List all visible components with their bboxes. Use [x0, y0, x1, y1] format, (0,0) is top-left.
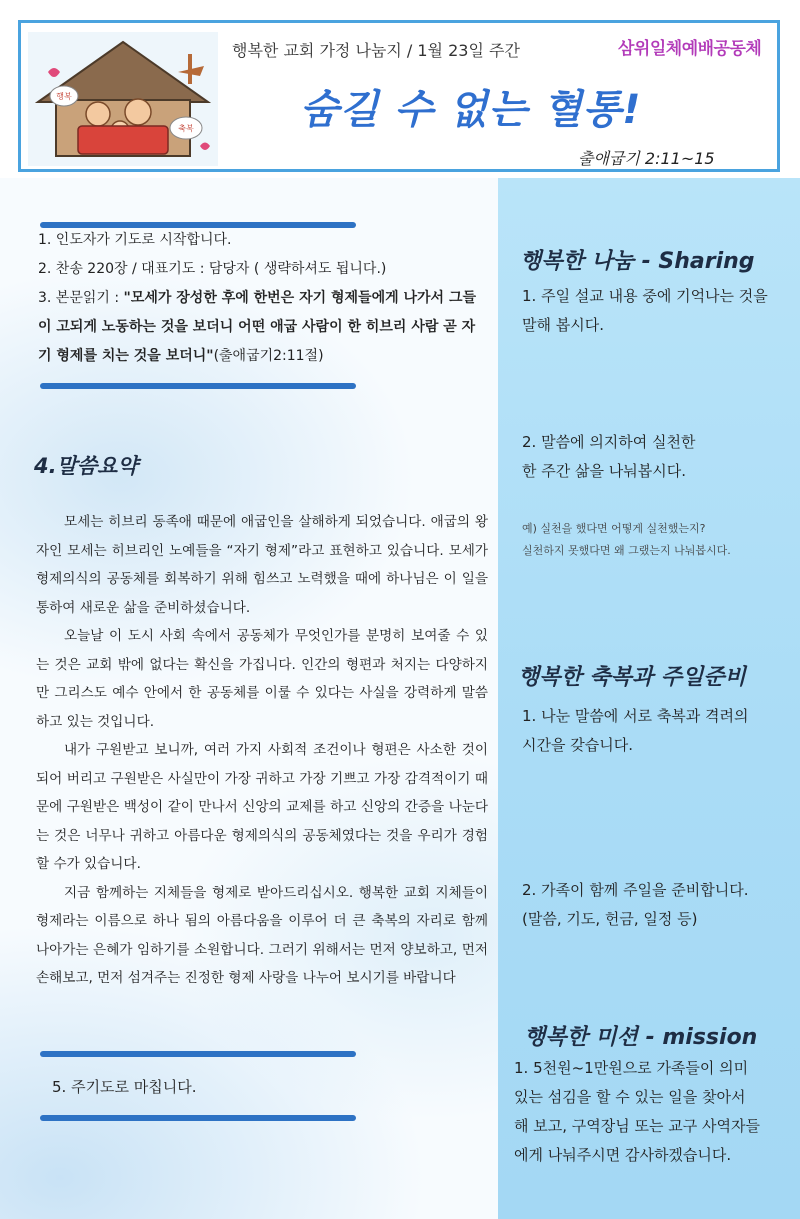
order-item-3-prefix: 3. 본문읽기 :	[38, 290, 124, 306]
family-house-illustration	[28, 32, 218, 166]
blessing-item-2: 2. 가족이 함께 주일을 준비합니다. (말씀, 기도, 헌금, 일정 등)	[522, 881, 749, 928]
closing-prayer: 5. 주기도로 마칩니다.	[52, 1078, 197, 1096]
sharing-question-2	[522, 428, 782, 486]
sharing-example-line-2: 실천하지 못했다면 왜 그랬는지 나눠봅시다.	[522, 544, 731, 557]
mission-heading: 행복한 미션 - mission	[524, 1025, 758, 1050]
blessing-heading: 행복한 축복과 주일준비	[518, 665, 746, 690]
divider-before-closing	[40, 1051, 356, 1057]
worship-order	[38, 226, 488, 371]
sharing-example-line-1: 예) 실천을 했다면 어떻게 실천했는지?	[522, 522, 706, 535]
summary-paragraph-4: 지금 함께하는 지체들을 형제로 받아드리십시오. 행복한 교회 지체들이 형제라는 이름으로 하나 됨의 아름다움을 이루어 더 큰 축복의 자리로 함께 나아가는 은혜가 임하기를 소원합니다. 그러기 위해서는 먼저 양보하고, 먼저 손해보고, 먼저 섬겨주는 진정한 형제 사랑을 나누어 보시기를 바랍니다	[36, 884, 488, 986]
community-name: 삼위일체예배공동체	[618, 39, 762, 59]
summary-paragraph-1: 모세는 히브리 동족애 때문에 애굽인을 살해하게 되었습니다. 애굽의 왕자인 모세는 히브리인 노예들을 “자기 형제”라고 표현하고 있습니다. 모세가 형제의식의 공동체를 회복하기 위해 힘쓰고 노력했을 때에 하나님은 이 일을 통하여 새로운 삶을 준비하셨습니다.	[36, 514, 488, 616]
divider-after-order	[40, 383, 356, 389]
sharing-example	[522, 518, 792, 562]
sharing-question-1: 1. 주일 설교 내용 중에 기억나는 것을 말해 봅시다.	[522, 287, 768, 334]
illustration-label-happy: 행복	[56, 92, 72, 101]
order-item-3-ref: (출애굽기2:11절)	[213, 348, 324, 364]
scripture-reference: 출애굽기 2:11~15	[578, 149, 715, 168]
illustration-label-blessing: 축복	[178, 124, 194, 133]
sharing-question-2-line-2: 한 주간 삶을 나눠봅시다.	[522, 462, 686, 480]
order-item-1: 1. 인도자가 기도로 시작합니다.	[38, 232, 232, 248]
blessing-item-1: 1. 나눈 말씀에 서로 축복과 격려의 시간을 갖습니다.	[522, 707, 749, 754]
header-subtitle: 행복한 교회 가정 나눔지 / 1월 23일 주간	[232, 41, 520, 60]
divider-bottom	[40, 1115, 356, 1121]
summary-heading: 4.말씀요약	[34, 454, 138, 478]
sermon-summary	[36, 508, 488, 993]
sharing-question-2-line-1: 2. 말씀에 의지하여 실천한	[522, 433, 696, 451]
order-item-3-quote: "모세가 장성한 후에 한번은 자기 형제들에게 나가서 그들이 고되게 노동하는 것을 보더니 어떤 애굽 사람이 한 히브리 사람 곧 자기 형제를 치는 것을 보더니"	[38, 290, 476, 364]
order-item-2: 2. 찬송 220장 / 대표기도 : 담당자 ( 생략하셔도 됩니다.)	[38, 261, 387, 277]
sharing-heading: 행복한 나눔 - Sharing	[520, 249, 755, 274]
page-title: 숨길 수 없는 혈통!	[300, 87, 642, 133]
mission-text: 1. 5천원~1만원으로 가족들이 의미있는 섬김을 할 수 있는 일을 찾아서 해 보고, 구역장님 또는 교구 사역자들에게 나눠주시면 감사하겠습니다.	[514, 1059, 760, 1164]
order-item-3	[38, 284, 488, 371]
summary-paragraph-2: 오늘날 이 도시 사회 속에서 공동체가 무엇인가를 분명히 보여줄 수 있는 것은 교회 밖에 없다는 확신을 가집니다. 인간의 형편과 처지는 다양하지만 그리스도 예수 안에서 한 공동체를 이룰 수 있다는 사실을 강력하게 말씀하고 있는 것입니다.	[36, 628, 488, 730]
summary-paragraph-3: 내가 구원받고 보니까, 여러 가지 사회적 조건이나 형편은 사소한 것이 되어 버리고 구원받은 사실만이 가장 귀하고 가장 기쁘고 가장 감격적이기 때문에 구원받은 백성이 같이 만나서 신앙의 교제를 하고 신앙의 간증을 나눈다는 것은 너무나 귀하고 아름다운 형제의식의 공동체였다는 것을 우리가 경험할 수가 있습니다.	[36, 742, 488, 872]
